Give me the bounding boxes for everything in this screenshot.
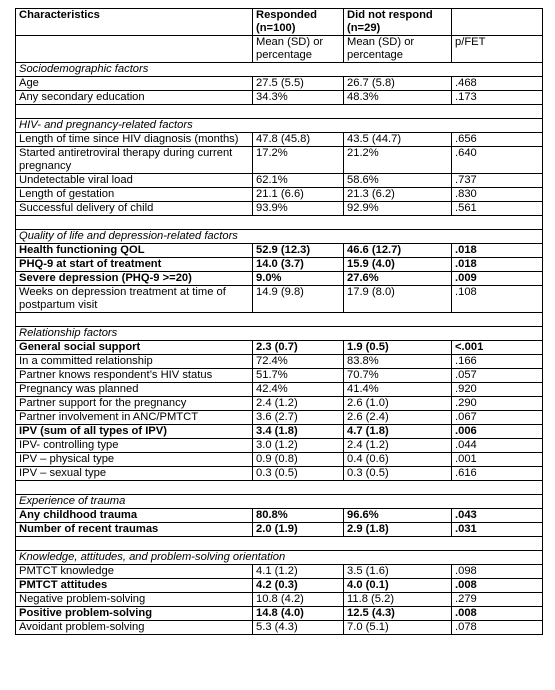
row-responded-value: 72.4% — [253, 355, 344, 369]
row-label: IPV – sexual type — [16, 467, 253, 481]
table-row — [16, 147, 543, 174]
row-not-responded-value: 17.9 (8.0) — [344, 286, 452, 313]
row-not-responded-value: 96.6% — [344, 509, 452, 523]
table-row — [16, 509, 543, 523]
row-p-value: .043 — [452, 509, 543, 523]
row-not-responded-value: 2.6 (1.0) — [344, 397, 452, 411]
section-row — [16, 230, 543, 244]
row-p-value: .031 — [452, 523, 543, 537]
section-title: Knowledge, attitudes, and problem-solving orientation — [16, 551, 543, 565]
table-row — [16, 91, 543, 105]
row-responded-value: 0.3 (0.5) — [253, 467, 344, 481]
row-p-value: .616 — [452, 467, 543, 481]
row-not-responded-value: 21.3 (6.2) — [344, 188, 452, 202]
row-responded-value: 3.0 (1.2) — [253, 439, 344, 453]
row-p-value: .279 — [452, 593, 543, 607]
table-row — [16, 202, 543, 216]
spacer-row — [16, 105, 543, 119]
table-row — [16, 244, 543, 258]
row-p-value: .006 — [452, 425, 543, 439]
row-responded-value: 34.3% — [253, 91, 344, 105]
subheader-blank — [16, 36, 253, 63]
row-not-responded-value: 92.9% — [344, 202, 452, 216]
row-p-value: .018 — [452, 258, 543, 272]
row-not-responded-value: 4.7 (1.8) — [344, 425, 452, 439]
row-label: PMTCT knowledge — [16, 565, 253, 579]
row-label: Avoidant problem-solving — [16, 621, 253, 635]
spacer-cell — [16, 537, 543, 551]
table-row — [16, 593, 543, 607]
row-not-responded-value: 3.5 (1.6) — [344, 565, 452, 579]
row-responded-value: 47.8 (45.8) — [253, 133, 344, 147]
row-responded-value: 51.7% — [253, 369, 344, 383]
row-responded-value: 21.1 (6.6) — [253, 188, 344, 202]
row-responded-value: 3.6 (2.7) — [253, 411, 344, 425]
row-p-value: .920 — [452, 383, 543, 397]
spacer-row — [16, 216, 543, 230]
row-label: Partner support for the pregnancy — [16, 397, 253, 411]
row-responded-value: 2.4 (1.2) — [253, 397, 344, 411]
row-not-responded-value: 21.2% — [344, 147, 452, 174]
row-label: Any childhood trauma — [16, 509, 253, 523]
table-row — [16, 286, 543, 313]
row-responded-value: 42.4% — [253, 383, 344, 397]
table-row — [16, 369, 543, 383]
table-row — [16, 621, 543, 635]
data-table — [15, 8, 543, 635]
row-label: Pregnancy was planned — [16, 383, 253, 397]
row-responded-value: 62.1% — [253, 174, 344, 188]
row-not-responded-value: 11.8 (5.2) — [344, 593, 452, 607]
row-label: PHQ-9 at start of treatment — [16, 258, 253, 272]
row-not-responded-value: 41.4% — [344, 383, 452, 397]
row-p-value: .656 — [452, 133, 543, 147]
row-label: Number of recent traumas — [16, 523, 253, 537]
section-row — [16, 63, 543, 77]
row-label: Partner knows respondent’s HIV status — [16, 369, 253, 383]
table-row — [16, 355, 543, 369]
table-row — [16, 411, 543, 425]
table-row — [16, 397, 543, 411]
spacer-row — [16, 313, 543, 327]
row-not-responded-value: 2.4 (1.2) — [344, 439, 452, 453]
section-title: HIV- and pregnancy-related factors — [16, 119, 543, 133]
row-p-value: .830 — [452, 188, 543, 202]
table-row — [16, 341, 543, 355]
table-row — [16, 174, 543, 188]
header-row — [16, 9, 543, 36]
table-row — [16, 565, 543, 579]
row-label: Undetectable viral load — [16, 174, 253, 188]
row-responded-value: 80.8% — [253, 509, 344, 523]
row-responded-value: 4.2 (0.3) — [253, 579, 344, 593]
row-p-value: .098 — [452, 565, 543, 579]
row-p-value: .008 — [452, 579, 543, 593]
row-p-value: .166 — [452, 355, 543, 369]
row-p-value: .067 — [452, 411, 543, 425]
row-not-responded-value: 0.3 (0.5) — [344, 467, 452, 481]
table-row — [16, 272, 543, 286]
row-label: Negative problem-solving — [16, 593, 253, 607]
row-not-responded-value: 2.9 (1.8) — [344, 523, 452, 537]
table-row — [16, 188, 543, 202]
row-responded-value: 0.9 (0.8) — [253, 453, 344, 467]
row-p-value: .009 — [452, 272, 543, 286]
row-responded-value: 9.0% — [253, 272, 344, 286]
row-responded-value: 14.8 (4.0) — [253, 607, 344, 621]
header-characteristics: Characteristics — [16, 9, 253, 36]
spacer-cell — [16, 216, 543, 230]
row-p-value: .737 — [452, 174, 543, 188]
row-label: IPV- controlling type — [16, 439, 253, 453]
row-label: Partner involvement in ANC/PMTCT — [16, 411, 253, 425]
row-not-responded-value: 0.4 (0.6) — [344, 453, 452, 467]
row-not-responded-value: 58.6% — [344, 174, 452, 188]
row-not-responded-value: 70.7% — [344, 369, 452, 383]
row-label: General social support — [16, 341, 253, 355]
subheader-row — [16, 36, 543, 63]
section-row — [16, 551, 543, 565]
row-responded-value: 52.9 (12.3) — [253, 244, 344, 258]
row-responded-value: 2.0 (1.9) — [253, 523, 344, 537]
row-p-value: .173 — [452, 91, 543, 105]
section-row — [16, 495, 543, 509]
row-not-responded-value: 2.6 (2.4) — [344, 411, 452, 425]
row-p-value: .640 — [452, 147, 543, 174]
section-title: Experience of trauma — [16, 495, 543, 509]
table-row — [16, 467, 543, 481]
row-label: In a committed relationship — [16, 355, 253, 369]
row-label: Length of time since HIV diagnosis (months) — [16, 133, 253, 147]
spacer-cell — [16, 481, 543, 495]
spacer-row — [16, 481, 543, 495]
row-responded-value: 5.3 (4.3) — [253, 621, 344, 635]
row-p-value: .018 — [452, 244, 543, 258]
subheader-responded: Mean (SD) or percentage — [253, 36, 344, 63]
row-responded-value: 3.4 (1.8) — [253, 425, 344, 439]
row-not-responded-value: 27.6% — [344, 272, 452, 286]
table-row — [16, 258, 543, 272]
row-not-responded-value: 15.9 (4.0) — [344, 258, 452, 272]
row-not-responded-value: 4.0 (0.1) — [344, 579, 452, 593]
row-p-value: .008 — [452, 607, 543, 621]
row-label: Health functioning QOL — [16, 244, 253, 258]
row-not-responded-value: 48.3% — [344, 91, 452, 105]
row-responded-value: 14.0 (3.7) — [253, 258, 344, 272]
row-not-responded-value: 12.5 (4.3) — [344, 607, 452, 621]
row-not-responded-value: 83.8% — [344, 355, 452, 369]
row-p-value: <.001 — [452, 341, 543, 355]
spacer-row — [16, 537, 543, 551]
row-responded-value: 17.2% — [253, 147, 344, 174]
header-not-responded: Did not respond (n=29) — [344, 9, 452, 36]
row-label: Successful delivery of child — [16, 202, 253, 216]
row-p-value: .561 — [452, 202, 543, 216]
row-p-value: .108 — [452, 286, 543, 313]
row-label: Age — [16, 77, 253, 91]
row-responded-value: 10.8 (4.2) — [253, 593, 344, 607]
row-responded-value: 93.9% — [253, 202, 344, 216]
row-p-value: .057 — [452, 369, 543, 383]
row-p-value: .290 — [452, 397, 543, 411]
section-title: Sociodemographic factors — [16, 63, 543, 77]
row-not-responded-value: 1.9 (0.5) — [344, 341, 452, 355]
row-p-value: .001 — [452, 453, 543, 467]
row-p-value: .078 — [452, 621, 543, 635]
table-row — [16, 523, 543, 537]
row-p-value: .468 — [452, 77, 543, 91]
table-row — [16, 439, 543, 453]
row-not-responded-value: 26.7 (5.8) — [344, 77, 452, 91]
header-responded: Responded (n=100) — [253, 9, 344, 36]
row-label: Started antiretroviral therapy during current pregnancy — [16, 147, 253, 174]
spacer-cell — [16, 105, 543, 119]
table-row — [16, 133, 543, 147]
row-label: Positive problem-solving — [16, 607, 253, 621]
section-title: Relationship factors — [16, 327, 543, 341]
row-not-responded-value: 46.6 (12.7) — [344, 244, 452, 258]
row-label: Any secondary education — [16, 91, 253, 105]
row-label: Weeks on depression treatment at time of postpartum visit — [16, 286, 253, 313]
subheader-not-responded: Mean (SD) or percentage — [344, 36, 452, 63]
row-label: IPV (sum of all types of IPV) — [16, 425, 253, 439]
subheader-p: p/FET — [452, 36, 543, 63]
table-row — [16, 579, 543, 593]
row-label: IPV – physical type — [16, 453, 253, 467]
table-row — [16, 607, 543, 621]
section-row — [16, 119, 543, 133]
section-row — [16, 327, 543, 341]
spacer-cell — [16, 313, 543, 327]
row-responded-value: 14.9 (9.8) — [253, 286, 344, 313]
header-blank — [452, 9, 543, 36]
table-row — [16, 425, 543, 439]
row-responded-value: 2.3 (0.7) — [253, 341, 344, 355]
row-p-value: .044 — [452, 439, 543, 453]
row-label: PMTCT attitudes — [16, 579, 253, 593]
table-row — [16, 453, 543, 467]
table-row — [16, 383, 543, 397]
section-title: Quality of life and depression-related factors — [16, 230, 543, 244]
row-responded-value: 4.1 (1.2) — [253, 565, 344, 579]
row-label: Severe depression (PHQ-9 >=20) — [16, 272, 253, 286]
row-label: Length of gestation — [16, 188, 253, 202]
row-responded-value: 27.5 (5.5) — [253, 77, 344, 91]
table-row — [16, 77, 543, 91]
row-not-responded-value: 7.0 (5.1) — [344, 621, 452, 635]
row-not-responded-value: 43.5 (44.7) — [344, 133, 452, 147]
